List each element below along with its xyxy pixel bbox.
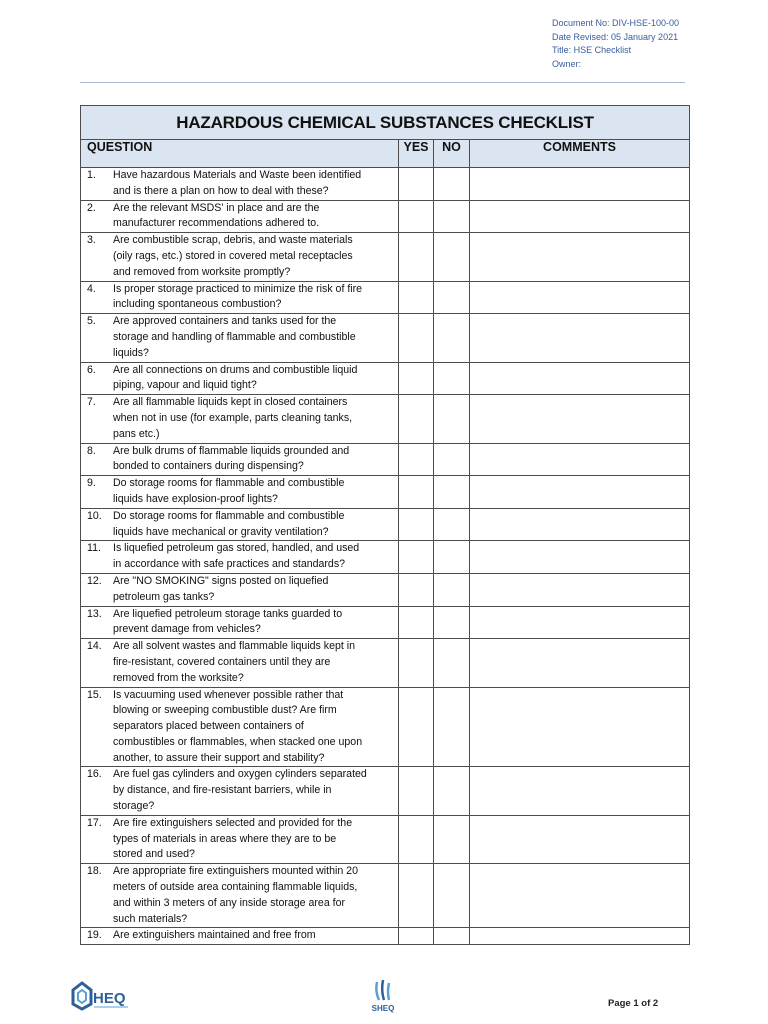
question-number: 13.: [87, 607, 102, 620]
question-text: Are all solvent wastes and flammable liquids kept in fire-resistant, covered containers until they are removed from the worksite?: [113, 640, 356, 684]
question-cell: [81, 606, 399, 639]
question-text: Is proper storage practiced to minimize the risk of fire including spontaneous combustion?: [113, 282, 363, 311]
question-cell: [81, 200, 399, 233]
question-text: Are approved containers and tanks used for the storage and handling of flammable and combustible liquids?: [113, 315, 356, 359]
yes-cell[interactable]: [399, 606, 434, 639]
question-text: Are combustible scrap, debris, and waste materials (oily rags, etc.) stored in covered metal receptacles and removed from worksite promptly?: [113, 234, 353, 278]
table-row: [81, 928, 690, 945]
no-cell[interactable]: [434, 281, 470, 314]
comments-cell[interactable]: [470, 362, 690, 395]
question-text: Is vacuuming used whenever possible rather that blowing or sweeping combustible dust? Are firm separators placed between containers of combustibles or flammables, when stacked one upon another, to assure their support and stability?: [113, 688, 363, 764]
table-row: [81, 200, 690, 233]
yes-cell[interactable]: [399, 541, 434, 574]
question-cell: [81, 864, 399, 928]
yes-cell[interactable]: [399, 281, 434, 314]
table-row: [81, 168, 690, 201]
question-cell: [81, 362, 399, 395]
header-divider: [80, 82, 685, 83]
comments-cell[interactable]: [470, 606, 690, 639]
question-number: 4.: [87, 282, 96, 295]
comments-cell[interactable]: [470, 639, 690, 687]
comments-cell[interactable]: [470, 767, 690, 815]
question-number: 5.: [87, 315, 96, 328]
yes-cell[interactable]: [399, 314, 434, 362]
no-cell[interactable]: [434, 573, 470, 606]
table-row: [81, 508, 690, 541]
question-text: Do storage rooms for flammable and combustible liquids have mechanical or gravity ventilation?: [113, 509, 345, 538]
column-header-comments: COMMENTS: [470, 140, 690, 168]
no-cell[interactable]: [434, 639, 470, 687]
question-text: Are bulk drums of flammable liquids grounded and bonded to containers during dispensing?: [113, 444, 350, 473]
question-cell: [81, 168, 399, 201]
table-row: [81, 606, 690, 639]
no-cell[interactable]: [434, 767, 470, 815]
no-cell[interactable]: [434, 362, 470, 395]
no-cell[interactable]: [434, 928, 470, 945]
table-row: [81, 687, 690, 767]
comments-cell[interactable]: [470, 200, 690, 233]
table-row: [81, 476, 690, 509]
comments-cell[interactable]: [470, 314, 690, 362]
sheq-logo-text: SHEQ: [371, 1004, 395, 1013]
checklist-title: HAZARDOUS CHEMICAL SUBSTANCES CHECKLIST: [81, 106, 690, 140]
question-number: 10.: [87, 509, 102, 522]
table-row: [81, 767, 690, 815]
no-cell[interactable]: [434, 314, 470, 362]
page-number: Page 1 of 2: [608, 998, 659, 1009]
yes-cell[interactable]: [399, 508, 434, 541]
question-text: Are appropriate fire extinguishers mounted within 20 meters of outside area containing flammable liquids, and within 3 meters of any inside storage area for such materials?: [113, 865, 358, 925]
yes-cell[interactable]: [399, 864, 434, 928]
document-metadata: [552, 17, 679, 71]
sheq-logo: [370, 978, 396, 1014]
table-row: [81, 443, 690, 476]
question-cell: [81, 476, 399, 509]
no-cell[interactable]: [434, 476, 470, 509]
question-number: 12.: [87, 574, 102, 587]
no-cell[interactable]: [434, 168, 470, 201]
yes-cell[interactable]: [399, 767, 434, 815]
document-number: Document No: DIV-HSE-100-00: [552, 18, 680, 28]
question-text: Are fire extinguishers selected and provided for the types of materials in areas where they are to be stored and used?: [113, 816, 353, 861]
no-cell[interactable]: [434, 395, 470, 443]
comments-cell[interactable]: [470, 508, 690, 541]
question-text: Are all flammable liquids kept in closed containers when not in use (for example, parts cleaning tanks, pans etc.): [113, 396, 353, 440]
comments-cell[interactable]: [470, 443, 690, 476]
question-text: Are liquefied petroleum storage tanks guarded to prevent damage from vehicles?: [113, 607, 343, 636]
table-row: [81, 815, 690, 863]
question-number: 3.: [87, 234, 96, 247]
question-number: 9.: [87, 477, 96, 490]
no-cell[interactable]: [434, 606, 470, 639]
document-owner: Owner:: [552, 58, 582, 69]
heq-logo: [70, 978, 132, 1012]
table-row: [81, 233, 690, 281]
comments-cell[interactable]: [470, 541, 690, 574]
question-number: 14.: [87, 640, 102, 653]
question-number: 17.: [87, 816, 102, 829]
yes-cell[interactable]: [399, 928, 434, 945]
comments-cell[interactable]: [470, 864, 690, 928]
table-row: [81, 395, 690, 443]
question-cell: [81, 928, 399, 945]
question-cell: [81, 573, 399, 606]
comments-cell[interactable]: [470, 395, 690, 443]
no-cell[interactable]: [434, 233, 470, 281]
yes-cell[interactable]: [399, 168, 434, 201]
table-row: [81, 639, 690, 687]
question-number: 2.: [87, 201, 96, 214]
column-header-question: QUESTION: [81, 140, 399, 168]
no-cell[interactable]: [434, 508, 470, 541]
comments-cell[interactable]: [470, 476, 690, 509]
question-number: 8.: [87, 444, 96, 457]
yes-cell[interactable]: [399, 639, 434, 687]
question-number: 16.: [87, 768, 102, 781]
document-title: Title: HSE Checklist: [552, 45, 632, 55]
no-cell[interactable]: [434, 200, 470, 233]
question-number: 11.: [87, 542, 101, 555]
question-number: 1.: [87, 169, 96, 181]
question-text: Is liquefied petroleum gas stored, handled, and used in accordance with safe practices and standards?: [113, 542, 360, 571]
question-number: 18.: [87, 865, 102, 878]
yes-cell[interactable]: [399, 233, 434, 281]
table-row: [81, 314, 690, 362]
comments-cell[interactable]: [470, 573, 690, 606]
column-header-no: NO: [434, 140, 470, 168]
table-row: [81, 281, 690, 314]
yes-cell[interactable]: [399, 395, 434, 443]
question-text: Do storage rooms for flammable and combustible liquids have explosion-proof lights?: [113, 477, 345, 505]
question-cell: [81, 395, 399, 443]
question-cell: [81, 687, 399, 767]
comments-cell[interactable]: [470, 168, 690, 201]
question-text: Are extinguishers maintained and free from: [113, 929, 316, 942]
question-number: 6.: [87, 363, 96, 376]
question-cell: [81, 314, 399, 362]
column-header-yes: YES: [399, 140, 434, 168]
comments-cell[interactable]: [470, 815, 690, 863]
question-text: Are all connections on drums and combustible liquid piping, vapour and liquid tight?: [113, 363, 358, 392]
comments-cell[interactable]: [470, 233, 690, 281]
yes-cell[interactable]: [399, 815, 434, 863]
date-revised: Date Revised: 05 January 2021: [552, 31, 679, 42]
question-text: Are fuel gas cylinders and oxygen cylinders separated by distance, and fire-resistant barriers, while in storage?: [113, 768, 367, 813]
comments-cell[interactable]: [470, 687, 690, 767]
question-cell: [81, 443, 399, 476]
no-cell[interactable]: [434, 815, 470, 863]
comments-cell[interactable]: [470, 281, 690, 314]
question-text: Have hazardous Materials and Waste been identified and is there a plan on how to deal with these?: [113, 169, 362, 197]
yes-cell[interactable]: [399, 443, 434, 476]
question-text: Are the relevant MSDS' in place and are the manufacturer recommendations adhered to.: [113, 201, 320, 230]
question-text: Are "NO SMOKING" signs posted on liquefied petroleum gas tanks?: [113, 574, 329, 603]
no-cell[interactable]: [434, 541, 470, 574]
table-row: [81, 541, 690, 574]
question-cell: [81, 508, 399, 541]
checklist-table: [80, 105, 690, 945]
question-number: 15.: [87, 688, 102, 701]
question-cell: [81, 767, 399, 815]
yes-cell[interactable]: [399, 573, 434, 606]
question-cell: [81, 815, 399, 863]
no-cell[interactable]: [434, 864, 470, 928]
heq-logo-text: HEQ: [93, 990, 126, 1007]
yes-cell[interactable]: [399, 476, 434, 509]
yes-cell[interactable]: [399, 687, 434, 767]
table-row: [81, 362, 690, 395]
comments-cell[interactable]: [470, 928, 690, 945]
checklist-rows: [81, 168, 690, 945]
question-number: 19.: [87, 929, 102, 942]
yes-cell[interactable]: [399, 362, 434, 395]
no-cell[interactable]: [434, 443, 470, 476]
question-cell: [81, 541, 399, 574]
yes-cell[interactable]: [399, 200, 434, 233]
question-cell: [81, 233, 399, 281]
question-cell: [81, 639, 399, 687]
table-row: [81, 864, 690, 928]
table-row: [81, 573, 690, 606]
question-number: 7.: [87, 396, 96, 409]
no-cell[interactable]: [434, 687, 470, 767]
question-cell: [81, 281, 399, 314]
